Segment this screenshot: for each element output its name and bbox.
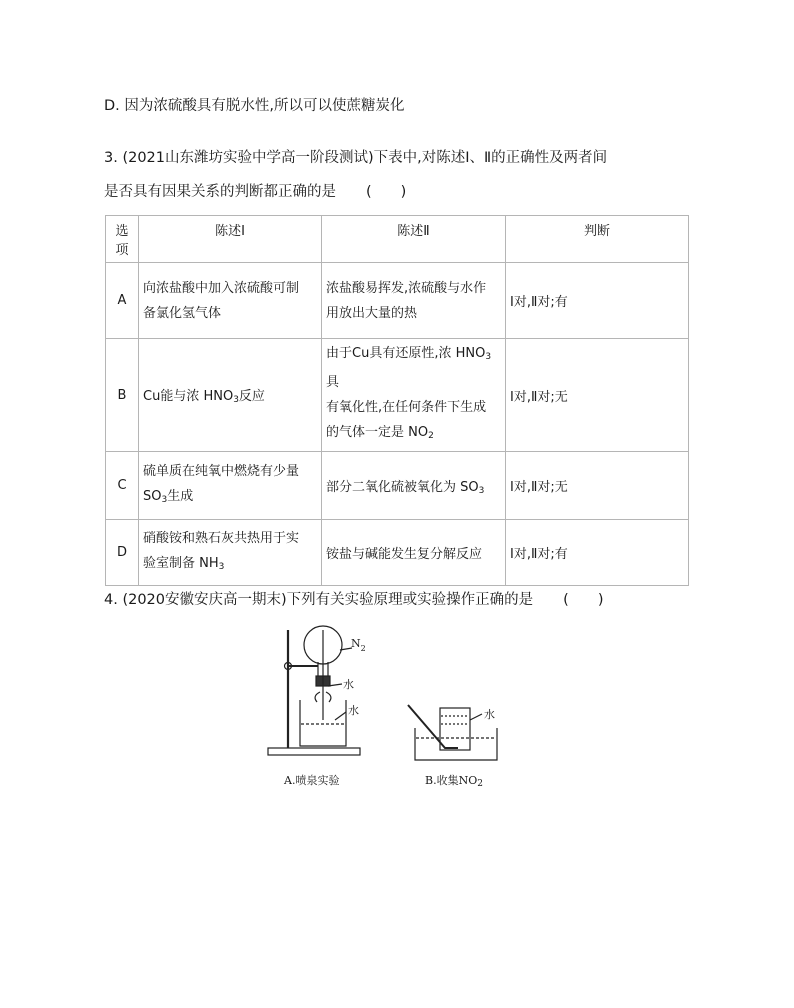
table-header-row: [106, 216, 689, 263]
row-statement-2: [322, 339, 506, 452]
text: Cu能与浓 HNO: [143, 389, 234, 404]
q3-stem-line2: [104, 180, 406, 201]
header-statement-1: 陈述Ⅰ: [139, 216, 322, 263]
row-judgement: Ⅰ对,Ⅱ对;有: [506, 263, 689, 339]
text-line: [143, 484, 317, 513]
water-leader: [470, 714, 482, 720]
q3-stem-text: 是否具有因果关系的判断都正确的是: [104, 184, 336, 200]
trough: [415, 728, 497, 760]
text-line: 浓盐酸易挥发,浓硫酸与水作: [326, 280, 487, 296]
row-statement-2: 铵盐与碱能发生复分解反应: [322, 520, 506, 586]
subscript: 3: [485, 352, 492, 362]
q4-answer-paren: ( ): [563, 592, 604, 608]
row-label: D: [106, 520, 139, 586]
row-statement-1: [139, 520, 322, 586]
water-label-2: 水: [348, 704, 359, 717]
text-line: 硝酸铵和熟石灰共热用于实: [143, 530, 300, 546]
water-label-1: 水: [343, 678, 354, 691]
row-statement-1: [139, 452, 322, 520]
fig-a-caption: A.喷泉实验: [284, 774, 340, 787]
table-row: [106, 339, 689, 452]
q3-stem-line1: 3. (2021山东潍坊实验中学高一阶段测试)下表中,对陈述Ⅰ、Ⅱ的正确性及两者间: [104, 150, 608, 166]
text-line: [143, 551, 317, 580]
text: 生成: [167, 488, 194, 504]
subscript: 3: [218, 561, 225, 572]
row-statement-1: [139, 263, 322, 339]
fig-b-caption: [425, 772, 483, 789]
caption-text: B.收集NO: [425, 774, 478, 787]
text-line: 向浓盐酸中加入浓硫酸可制: [143, 280, 300, 296]
n2-label: $N_2$: [351, 637, 366, 653]
header-statement-2: 陈述Ⅱ: [322, 216, 506, 263]
table-row: [106, 263, 689, 339]
subscript: 2: [477, 779, 483, 789]
q4-stem-text: 4. (2020安徽安庆高一期末)下列有关实验原理或实验操作正确的是: [104, 592, 534, 608]
text: 具: [326, 375, 340, 390]
subscript: 2: [428, 431, 434, 441]
subscript: 3: [161, 494, 168, 505]
text: 部分二氧化硫被氧化为 SO: [326, 479, 479, 495]
row-statement-2: [322, 263, 506, 339]
text: 由于Cu具有还原性,浓 HNO: [326, 346, 486, 361]
text-line: 硫单质在纯氧中燃烧有少量: [143, 463, 300, 479]
q3-table: [105, 215, 689, 586]
row-statement-2: [322, 452, 506, 520]
option-d: D. 因为浓硫酸具有脱水性,所以可以使蔗糖炭化: [104, 98, 405, 114]
row-judgement: Ⅰ对,Ⅱ对;无: [506, 339, 689, 452]
row-label: A: [106, 263, 139, 339]
text-line: [326, 341, 501, 395]
water2-leader: [335, 712, 346, 720]
subscript: 3: [233, 395, 239, 405]
row-label: B: [106, 339, 139, 452]
text: 反应: [238, 389, 265, 404]
subscript: 3: [478, 485, 485, 496]
text: 的气体一定是 NO: [326, 425, 429, 440]
table-row: [106, 520, 689, 586]
text: SO: [143, 488, 162, 504]
stand-base: [268, 748, 360, 755]
q3-answer-paren: ( ): [366, 184, 407, 200]
row-judgement: Ⅰ对,Ⅱ对;有: [506, 520, 689, 586]
q4-figures: [0, 620, 794, 800]
gas-jar: [440, 708, 470, 750]
row-statement-1: [139, 339, 322, 452]
apparatus-drawing: [0, 620, 794, 800]
water-label-3: 水: [484, 708, 495, 721]
header-option: 选项: [106, 216, 139, 263]
text-line: 有氧化性,在任何条件下生成: [326, 400, 487, 415]
row-label: C: [106, 452, 139, 520]
text-line: 用放出大量的热: [326, 305, 418, 321]
text-line: [326, 420, 501, 449]
row-judgement: Ⅰ对,Ⅱ对;无: [506, 452, 689, 520]
header-judgement: 判断: [506, 216, 689, 263]
text: 验室制备 NH: [143, 555, 219, 571]
text-line: 备氯化氢气体: [143, 305, 222, 321]
q4-stem: [104, 588, 604, 609]
table-row: [106, 452, 689, 520]
